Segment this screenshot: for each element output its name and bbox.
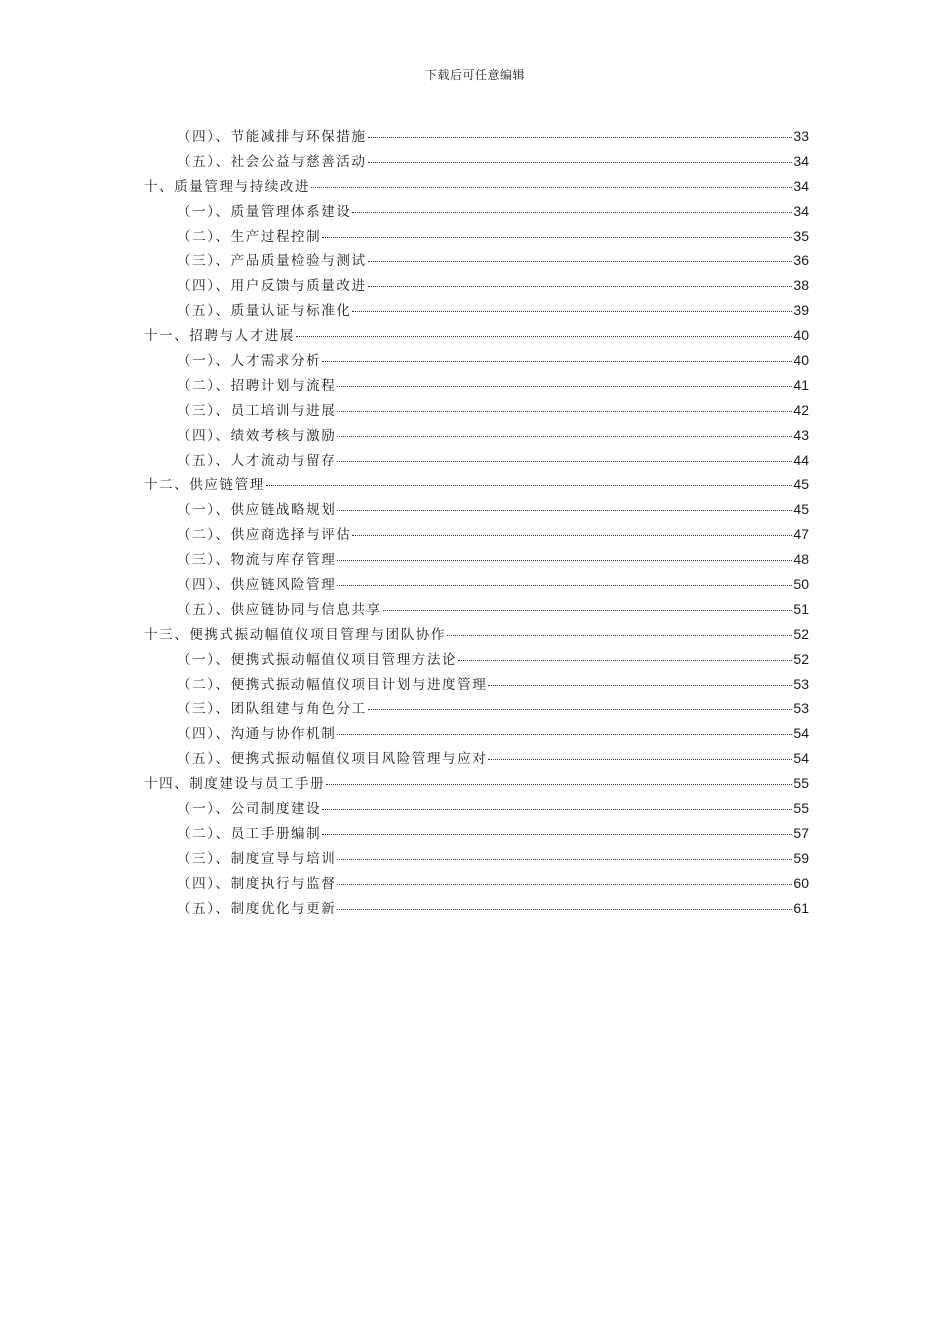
toc-entry-title: 十三、便携式振动幅值仪项目管理与团队协作 bbox=[144, 626, 446, 643]
toc-chapter-entry[interactable] bbox=[144, 175, 809, 200]
dot-leader bbox=[447, 635, 792, 636]
dot-leader bbox=[326, 784, 792, 785]
dot-leader bbox=[337, 411, 792, 412]
toc-section-entry[interactable] bbox=[144, 747, 809, 772]
dot-leader bbox=[368, 137, 793, 138]
toc-section-entry[interactable] bbox=[144, 299, 809, 324]
dot-leader bbox=[311, 187, 792, 188]
toc-entry-title: （五）、质量认证与标准化 bbox=[177, 303, 352, 320]
toc-section-entry[interactable] bbox=[144, 150, 809, 175]
dot-leader bbox=[337, 461, 792, 462]
toc-section-entry[interactable] bbox=[144, 573, 809, 598]
toc-section-entry[interactable] bbox=[144, 847, 809, 872]
toc-entry-title: （三）、制度宣导与培训 bbox=[177, 850, 337, 867]
toc-entry-title: （五）、供应链协同与信息共享 bbox=[177, 601, 382, 618]
toc-entry-title: （二）、生产过程控制 bbox=[177, 228, 322, 245]
toc-entry-page-number: 51 bbox=[793, 600, 809, 617]
dot-leader bbox=[337, 884, 792, 885]
dot-leader bbox=[322, 361, 792, 362]
dot-leader bbox=[458, 660, 792, 661]
dot-leader bbox=[337, 510, 792, 511]
toc-section-entry[interactable] bbox=[144, 722, 809, 747]
toc-entry-title: 十、质量管理与持续改进 bbox=[144, 178, 311, 195]
toc-section-entry[interactable] bbox=[144, 897, 809, 922]
toc-section-entry[interactable] bbox=[144, 697, 809, 722]
toc-entry-page-number: 55 bbox=[793, 775, 809, 792]
dot-leader bbox=[383, 610, 793, 611]
toc-section-entry[interactable] bbox=[144, 598, 809, 623]
toc-entry-title: （二）、供应商选择与评估 bbox=[177, 527, 352, 544]
toc-entry-title: （四）、用户反馈与质量改进 bbox=[177, 278, 367, 295]
dot-leader bbox=[352, 212, 792, 213]
toc-entry-title: （一）、便携式振动幅值仪项目管理方法论 bbox=[177, 651, 458, 668]
toc-section-entry[interactable] bbox=[144, 797, 809, 822]
toc-section-entry[interactable] bbox=[144, 225, 809, 250]
toc-entry-page-number: 41 bbox=[793, 376, 809, 393]
dot-leader bbox=[337, 560, 792, 561]
toc-entry-title: （五）、社会公益与慈善活动 bbox=[177, 153, 367, 170]
toc-entry-page-number: 60 bbox=[793, 874, 809, 891]
toc-entry-title: （一）、供应链战略规划 bbox=[177, 502, 337, 519]
dot-leader bbox=[337, 585, 792, 586]
toc-entry-page-number: 59 bbox=[793, 849, 809, 866]
dot-leader bbox=[488, 759, 792, 760]
toc-entry-page-number: 34 bbox=[793, 177, 809, 194]
toc-entry-page-number: 54 bbox=[793, 750, 809, 767]
toc-section-entry[interactable] bbox=[144, 673, 809, 698]
dot-leader bbox=[296, 336, 792, 337]
toc-section-entry[interactable] bbox=[144, 249, 809, 274]
toc-entry-title: （一）、公司制度建设 bbox=[177, 801, 322, 818]
dot-leader bbox=[337, 909, 792, 910]
toc-entry-title: （五）、制度优化与更新 bbox=[177, 900, 337, 917]
toc-section-entry[interactable] bbox=[144, 498, 809, 523]
toc-entry-title: （二）、便携式振动幅值仪项目计划与进度管理 bbox=[177, 676, 488, 693]
toc-section-entry[interactable] bbox=[144, 648, 809, 673]
toc-entry-title: 十四、制度建设与员工手册 bbox=[144, 776, 326, 793]
toc-section-entry[interactable] bbox=[144, 523, 809, 548]
toc-chapter-entry[interactable] bbox=[144, 623, 809, 648]
toc-entry-page-number: 55 bbox=[793, 800, 809, 817]
toc-entry-page-number: 44 bbox=[793, 451, 809, 468]
toc-entry-title: （三）、团队组建与角色分工 bbox=[177, 701, 367, 718]
toc-chapter-entry[interactable] bbox=[144, 772, 809, 797]
table-of-contents bbox=[144, 125, 809, 922]
toc-section-entry[interactable] bbox=[144, 424, 809, 449]
toc-entry-page-number: 57 bbox=[793, 824, 809, 841]
toc-entry-page-number: 53 bbox=[793, 675, 809, 692]
dot-leader bbox=[337, 386, 792, 387]
toc-entry-page-number: 50 bbox=[793, 576, 809, 593]
toc-entry-title: （三）、物流与库存管理 bbox=[177, 552, 337, 569]
toc-entry-title: （一）、质量管理体系建设 bbox=[177, 203, 352, 220]
toc-section-entry[interactable] bbox=[144, 822, 809, 847]
toc-section-entry[interactable] bbox=[144, 399, 809, 424]
toc-entry-page-number: 53 bbox=[793, 700, 809, 717]
toc-entry-page-number: 34 bbox=[793, 152, 809, 169]
toc-entry-page-number: 54 bbox=[793, 725, 809, 742]
toc-entry-title: 十一、招聘与人才进展 bbox=[144, 328, 295, 345]
toc-section-entry[interactable] bbox=[144, 449, 809, 474]
toc-chapter-entry[interactable] bbox=[144, 473, 809, 498]
dot-leader bbox=[322, 237, 792, 238]
header-note: 下载后可任意编辑 bbox=[424, 68, 525, 82]
toc-entry-title: （五）、便携式振动幅值仪项目风险管理与应对 bbox=[177, 751, 488, 768]
toc-section-entry[interactable] bbox=[144, 200, 809, 225]
toc-entry-page-number: 40 bbox=[793, 352, 809, 369]
toc-entry-title: （三）、员工培训与进展 bbox=[177, 402, 337, 419]
toc-entry-page-number: 52 bbox=[793, 625, 809, 642]
toc-entry-page-number: 45 bbox=[793, 501, 809, 518]
toc-entry-page-number: 45 bbox=[793, 476, 809, 493]
toc-entry-page-number: 38 bbox=[793, 277, 809, 294]
dot-leader bbox=[368, 709, 793, 710]
dot-leader bbox=[352, 535, 792, 536]
dot-leader bbox=[368, 162, 793, 163]
toc-entry-page-number: 35 bbox=[793, 227, 809, 244]
toc-entry-page-number: 52 bbox=[793, 650, 809, 667]
toc-entry-title: （五）、人才流动与留存 bbox=[177, 452, 337, 469]
dot-leader bbox=[322, 834, 792, 835]
toc-entry-page-number: 42 bbox=[793, 401, 809, 418]
toc-entry-page-number: 39 bbox=[793, 302, 809, 319]
toc-section-entry[interactable] bbox=[144, 872, 809, 897]
dot-leader bbox=[368, 261, 793, 262]
toc-entry-title: （三）、产品质量检验与测试 bbox=[177, 253, 367, 270]
toc-chapter-entry[interactable] bbox=[144, 324, 809, 349]
dot-leader bbox=[337, 436, 792, 437]
toc-entry-title: （二）、招聘计划与流程 bbox=[177, 377, 337, 394]
dot-leader bbox=[368, 286, 793, 287]
toc-entry-title: （一）、人才需求分析 bbox=[177, 353, 322, 370]
toc-entry-page-number: 40 bbox=[793, 327, 809, 344]
toc-section-entry[interactable] bbox=[144, 349, 809, 374]
toc-entry-title: 十二、供应链管理 bbox=[144, 477, 265, 494]
toc-section-entry[interactable] bbox=[144, 548, 809, 573]
toc-entry-page-number: 48 bbox=[793, 551, 809, 568]
dot-leader bbox=[266, 485, 793, 486]
toc-entry-title: （四）、供应链风险管理 bbox=[177, 577, 337, 594]
toc-entry-page-number: 34 bbox=[793, 202, 809, 219]
toc-entry-page-number: 36 bbox=[793, 252, 809, 269]
toc-entry-title: （四）、绩效考核与激励 bbox=[177, 427, 337, 444]
dot-leader bbox=[337, 859, 792, 860]
toc-entry-title: （四）、节能减排与环保措施 bbox=[177, 129, 367, 145]
toc-entry-page-number: 47 bbox=[793, 526, 809, 543]
toc-entry-page-number: 33 bbox=[793, 128, 809, 144]
toc-section-entry[interactable] bbox=[144, 274, 809, 299]
dot-leader bbox=[322, 809, 792, 810]
toc-entry-page-number: 61 bbox=[793, 899, 809, 916]
toc-section-entry[interactable] bbox=[144, 374, 809, 399]
toc-entry-page-number: 43 bbox=[793, 426, 809, 443]
toc-entry-title: （四）、制度执行与监督 bbox=[177, 875, 337, 892]
dot-leader bbox=[352, 311, 792, 312]
toc-entry-title: （四）、沟通与协作机制 bbox=[177, 726, 337, 743]
dot-leader bbox=[488, 685, 792, 686]
toc-entry-title: （二）、员工手册编制 bbox=[177, 825, 322, 842]
toc-section-entry[interactable] bbox=[144, 125, 809, 150]
dot-leader bbox=[337, 734, 792, 735]
